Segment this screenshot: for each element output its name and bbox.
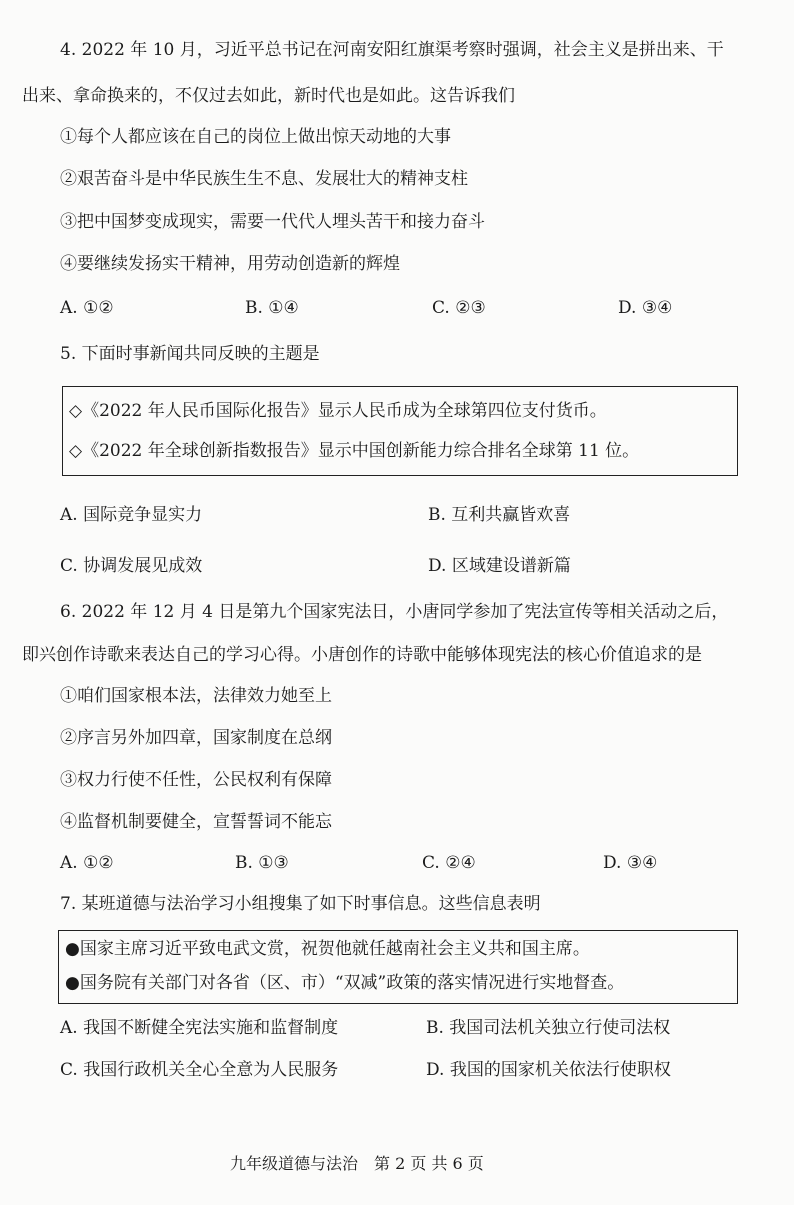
q7-option-c: C. 我国行政机关全心全意为人民服务 [60, 1060, 339, 1080]
q4-item-1: ①每个人都应该在自己的岗位上做出惊天动地的大事 [60, 127, 451, 147]
q6-option-b: B. ①③ [235, 853, 289, 873]
q4-option-a: A. ①② [60, 298, 114, 318]
q7-news-box [58, 930, 738, 1004]
q5-option-c: C. 协调发展见成效 [60, 556, 203, 576]
q6-stem-line1: 6. 2022 年 12 月 4 日是第九个国家宪法日，小唐同学参加了宪法宣传等相关活动之后， [60, 602, 729, 622]
q6-option-d: D. ③④ [603, 853, 658, 873]
q6-item-1: ①咱们国家根本法，法律效力她至上 [60, 686, 332, 706]
q6-item-2: ②序言另外加四章，国家制度在总纲 [60, 728, 332, 748]
q7-option-b: B. 我国司法机关独立行使司法权 [426, 1018, 671, 1038]
q7-stem: 7. 某班道德与法治学习小组搜集了如下时事信息。这些信息表明 [60, 894, 541, 914]
q5-option-a: A. 国际竞争显实力 [60, 505, 203, 525]
q4-option-b: B. ①④ [245, 298, 299, 318]
q7-news-2: ●国务院有关部门对各省（区、市）“双减”政策的落实情况进行实地督查。 [65, 973, 625, 993]
q4-item-2: ②艰苦奋斗是中华民族生生不息、发展壮大的精神支柱 [60, 169, 468, 189]
q4-stem-line1: 4. 2022 年 10 月，习近平总书记在河南安阳红旗渠考察时强调，社会主义是拼出来、干 [60, 40, 724, 60]
q4-item-3: ③把中国梦变成现实，需要一代代人埋头苦干和接力奋斗 [60, 212, 485, 232]
q7-option-a: A. 我国不断健全宪法实施和监督制度 [60, 1018, 339, 1038]
q4-option-c: C. ②③ [432, 298, 486, 318]
q5-option-d: D. 区域建设谱新篇 [428, 556, 571, 576]
q5-news-box [62, 386, 738, 476]
q6-item-3: ③权力行使不任性，公民权利有保障 [60, 770, 332, 790]
q5-option-b: B. 互利共赢皆欢喜 [428, 505, 571, 525]
q7-news-1: ●国家主席习近平致电武文赏，祝贺他就任越南社会主义共和国主席。 [65, 939, 590, 959]
q5-stem: 5. 下面时事新闻共同反映的主题是 [60, 344, 320, 364]
q7-option-d: D. 我国的国家机关依法行使职权 [426, 1060, 671, 1080]
q4-option-d: D. ③④ [618, 298, 673, 318]
q5-news-1: ◇《2022 年人民币国际化报告》显示人民币成为全球第四位支付货币。 [69, 401, 607, 421]
q6-item-4: ④监督机制要健全，宣誓誓词不能忘 [60, 812, 332, 832]
q4-stem-line2: 出来、拿命换来的，不仅过去如此，新时代也是如此。这告诉我们 [22, 86, 515, 106]
q4-item-4: ④要继续发扬实干精神，用劳动创造新的辉煌 [60, 254, 400, 274]
q6-option-c: C. ②④ [422, 853, 476, 873]
q6-stem-line2: 即兴创作诗歌来表达自己的学习心得。小唐创作的诗歌中能够体现宪法的核心价值追求的是 [22, 645, 702, 665]
page-footer: 九年级道德与法治 第 2 页 共 6 页 [230, 1154, 484, 1173]
q5-news-2: ◇《2022 年全球创新指数报告》显示中国创新能力综合排名全球第 11 位。 [69, 441, 640, 461]
q6-option-a: A. ①② [60, 853, 114, 873]
